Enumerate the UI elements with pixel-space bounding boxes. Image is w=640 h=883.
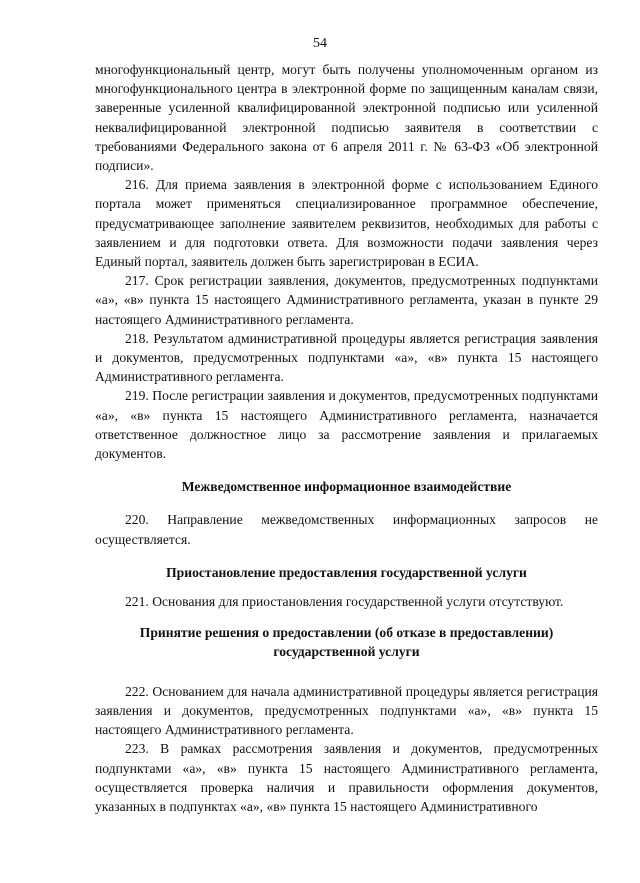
document-body [95, 60, 598, 816]
section-heading-decision-line1: Принятие решения о предоставлении (об отказе в предоставлении) [139, 625, 554, 641]
paragraph-216: 216. Для приема заявления в электронной форме с использованием Единого портала может применяться специализированное программное обеспечение, предусматривающее заполнение заявителем реквизитов, необходимых для работы с заявлением и для подготовки ответа. Для возможности подачи заявления через Единый портал, заявитель должен быть зарегистрирован в ЕСИА. [95, 177, 598, 270]
section-heading-interagency: Межведомственное информационное взаимодействие [181, 479, 512, 495]
paragraph-223: 223. В рамках рассмотрения заявления и документов, предусмотренных подпунктами «а», «в» пункта 15 настоящего Административного регламента, осуществляется проверка наличия и правильности оформления документов, указанных в подпунктах «а», «в» пункта 15 настоящего Административного [95, 741, 598, 814]
section-heading-decision-line2: государственной услуги [273, 644, 420, 660]
paragraph-217: 217. Срок регистрации заявления, документов, предусмотренных подпунктами «а», «в» пункта 15 настоящего Административного регламента, указан в пункте 29 настоящего Административного регламента. [95, 273, 598, 327]
section-heading-suspension: Приостановление предоставления государственной услуги [166, 564, 527, 580]
paragraph-218: 218. Результатом административной процедуры является регистрация заявления и документов, предусмотренных подпунктами «а», «в» пункта 15 настоящего Административного регламента. [95, 330, 598, 385]
page-number: 54 [313, 36, 327, 51]
paragraph-222: 222. Основанием для начала административной процедуры является регистрация заявления и документов, предусмотренных подпунктами «а», «в» пункта 15 настоящего Административного регламента. [95, 683, 598, 738]
paragraph-220: 220. Направление межведомственных информационных запросов не осуществляется. [95, 512, 598, 547]
paragraph-219: 219. После регистрации заявления и документов, предусмотренных подпунктами «а», «в» пункта 15 настоящего Административного регламента, назначается ответственное должностное лицо за рассмотрение заявления и прилагаемых документов. [95, 388, 598, 462]
paragraph-221: 221. Основания для приостановления государственной услуги отсутствуют. [125, 594, 564, 610]
paragraph-continuation: многофункциональный центр, могут быть получены уполномоченным органом из многофункционального центра в электронной форме по защищенным каналам связи, заверенные усиленной квалифицированной электронной подписью или усиленной неквалифицированной электронной подписью заявителя в соответствии с требованиями Федерального закона от 6 апреля 2011 г. № 63-ФЗ «Об электронной подписи». [95, 62, 598, 174]
